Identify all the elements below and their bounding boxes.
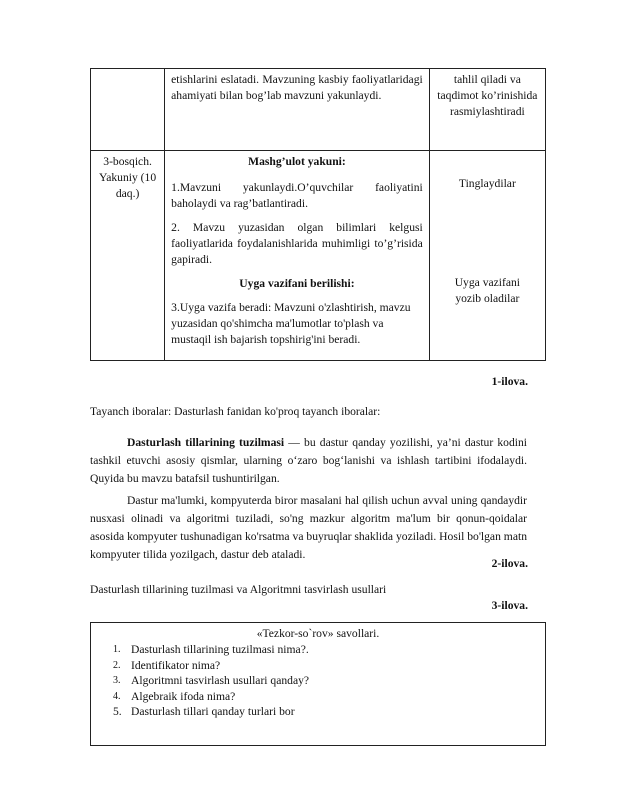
list-item <box>91 689 545 705</box>
teacher-step-2: 2. Mavzu yuzasidan olgan bilimlari kelgusi faoliyatlarida foydalanishlarida muhimligi to’g’risida gapiradi. <box>171 221 423 266</box>
list-text: Dasturlash tillarining tuzilmasi nima?. <box>131 643 309 656</box>
teacher-activity-text: etishlarini eslatadi. Mavzuning kasbiy faoliyatlaridagi ahamiyati bilan bog’lab mavzuni yakunlaydi. <box>171 73 423 102</box>
list-number: 4. <box>113 690 121 702</box>
list-number: 5. <box>113 705 122 718</box>
quick-quiz-box <box>90 622 546 746</box>
student-activity-text: Tinglaydilar <box>458 177 516 190</box>
list-text: Identifikator nima? <box>131 658 221 672</box>
appendix-label: 2-ilova. <box>491 557 528 570</box>
table-row <box>91 151 546 361</box>
student-activity-text: Uyga vazifani yozib oladilar <box>454 276 521 305</box>
list-text: Algebraik ifoda nima? <box>131 689 236 703</box>
appendix-label: 1-ilova. <box>491 375 528 388</box>
table-cell-teacher <box>165 151 430 361</box>
paragraph-text: — bu dastur qanday yozilishi, ya’ni dastur kodini tashkil etuvchi asosiy qismlar, ularning o‘zaro bog‘lanishi va ishlash tartibini ifodalaydi. Quyida bu mavzu batafsil tushuntirilgan. <box>90 436 527 485</box>
list-number: 1. <box>113 644 121 655</box>
section-heading: Uyga vazifani berilishi: <box>239 277 355 290</box>
list-item <box>91 658 545 674</box>
lesson-table <box>90 68 546 361</box>
paragraph: Dastur ma'lumki, kompyuterda biror masalani hal qilish uchun avval uning qandaydir nusxasi olinadi va algoritmi tuziladi, so'ng mazkur algoritm ma'lum bir qonun-qoidalar asosida kompyuter tushunadigan ko'rsatma va buyruqlar shaklida yoziladi. Hosil bo'lgan matn kompyuter tilida yozilgach, dastur deb ataladi. <box>90 494 527 561</box>
student-activity-text: tahlil qiladi va taqdimot ko’rinishida rasmiylashtiradi <box>437 73 538 118</box>
table-cell-stage <box>91 69 165 151</box>
list-item <box>91 704 545 720</box>
appendix-label: 3-ilova. <box>491 599 528 612</box>
table-cell-stage <box>91 151 165 361</box>
teacher-step-1: 1.Mavzuni yakunlaydi.O’quvchilar faoliyatini baholaydi va rag’batlantiradi. <box>171 181 423 210</box>
teacher-step-3: 3.Uyga vazifa beradi: Mavzuni o'zlashtirish, mavzu yuzasidan qo'shimcha ma'lumotlar to'plash va mustaqil ish bajarish topshirig'ini beradi. <box>171 301 411 346</box>
stage-label: 3-bosqich. Yakuniy (10 daq.) <box>99 155 157 200</box>
table-cell-teacher <box>165 69 430 151</box>
list-item <box>91 673 545 689</box>
key-terms-line: Tayanch iboralar: Dasturlash fanidan ko'proq tayanch iboralar: <box>90 405 381 418</box>
topic-line: Dasturlash tillarining tuzilmasi va Algoritmni tasvirlash usullari <box>90 583 387 596</box>
list-text: Dasturlash tillari qanday turlari bor <box>131 705 295 718</box>
section-heading: Mashg’ulot yakuni: <box>248 155 346 168</box>
term-bold: Dasturlash tillarining tuzilmasi <box>127 436 285 449</box>
list-number: 3. <box>113 675 121 686</box>
table-cell-student <box>429 151 545 361</box>
quiz-title: «Tezkor-so`rov» savollari. <box>256 627 380 640</box>
table-cell-student <box>429 69 545 151</box>
list-number: 2. <box>113 659 121 671</box>
table-row <box>91 69 546 151</box>
paragraph <box>90 434 527 488</box>
list-item <box>91 642 545 658</box>
list-text: Algoritmni tasvirlash usullari qanday? <box>131 674 310 687</box>
quiz-list <box>91 642 545 720</box>
